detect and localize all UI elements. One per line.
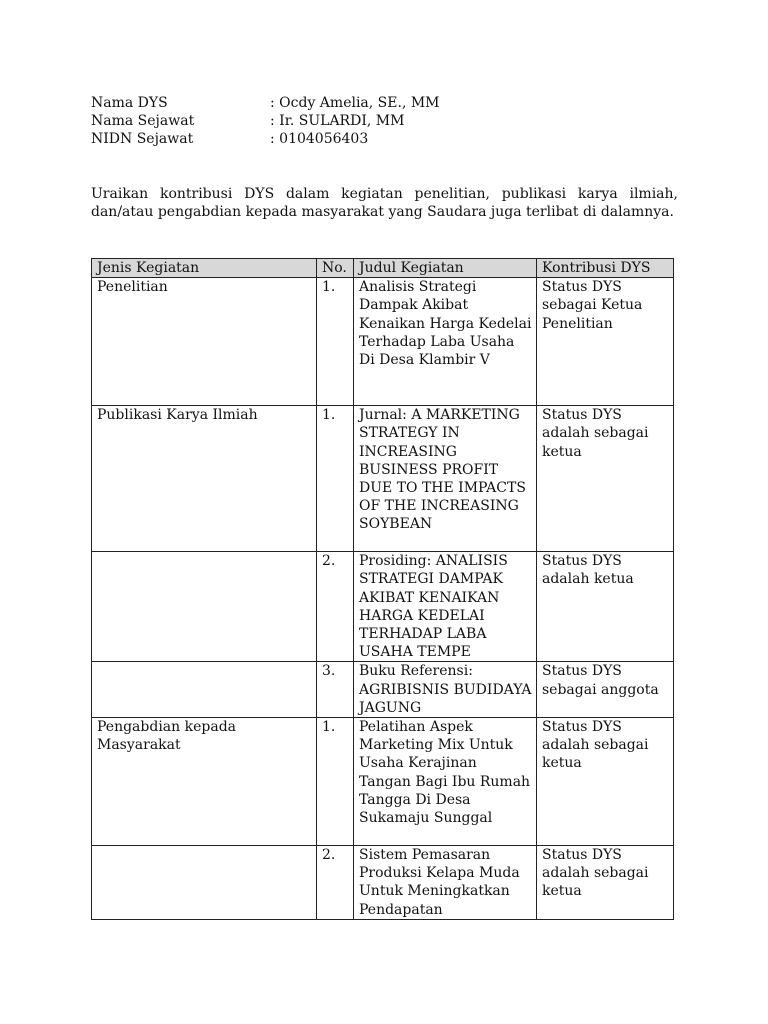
table-row <box>92 552 674 662</box>
info-label: Nama DYS <box>91 95 168 111</box>
cell-no: 1. <box>317 278 354 406</box>
cell-kontribusi: Status DYS adalah ketua <box>537 552 674 662</box>
cell-judul: Jurnal: A MARKETING STRATEGY IN INCREASING BUSINESS PROFIT DUE TO THE IMPACTS OF THE INCREASING SOYBEAN <box>354 406 537 552</box>
intro-paragraph: Uraikan kontribusi DYS dalam kegiatan penelitian, publikasi karya ilmiah, dan/atau pengabdian kepada masyarakat yang Saudara juga terlibat di dalamnya. <box>91 186 678 220</box>
cell-kontribusi: Status DYS adalah sebagai ketua <box>537 846 674 920</box>
cell-jenis <box>92 846 317 920</box>
cell-no: 1. <box>317 406 354 552</box>
header-jenis-kegiatan: Jenis Kegiatan <box>92 259 317 278</box>
cell-no: 3. <box>317 662 354 718</box>
header-no: No. <box>317 259 354 278</box>
cell-jenis: Pengabdian kepada Masyarakat <box>92 718 317 846</box>
table-row <box>92 662 674 718</box>
cell-no: 2. <box>317 846 354 920</box>
info-value: : Ocdy Amelia, SE., MM <box>270 95 440 111</box>
cell-judul: Buku Referensi: AGRIBISNIS BUDIDAYA JAGUNG <box>354 662 537 718</box>
cell-kontribusi: Status DYS sebagai anggota <box>537 662 674 718</box>
cell-jenis <box>92 552 317 662</box>
info-row-nama-sejawat <box>91 112 440 130</box>
cell-no: 1. <box>317 718 354 846</box>
table-row <box>92 278 674 406</box>
table-row <box>92 718 674 846</box>
header-kontribusi-dys: Kontribusi DYS <box>537 259 674 278</box>
info-label: NIDN Sejawat <box>91 131 194 147</box>
table-row <box>92 406 674 552</box>
cell-judul: Sistem Pemasaran Produksi Kelapa Muda Untuk Meningkatkan Pendapatan <box>354 846 537 920</box>
cell-no: 2. <box>317 552 354 662</box>
cell-kontribusi: Status DYS adalah sebagai ketua <box>537 406 674 552</box>
cell-jenis: Penelitian <box>92 278 317 406</box>
cell-kontribusi: Status DYS sebagai Ketua Penelitian <box>537 278 674 406</box>
cell-judul: Prosiding: ANALISIS STRATEGI DAMPAK AKIBAT KENAIKAN HARGA KEDELAI TERHADAP LABA USAHA TEMPE <box>354 552 537 662</box>
header-judul-kegiatan: Judul Kegiatan <box>354 259 537 278</box>
table-header-row <box>92 259 674 278</box>
table-row <box>92 846 674 920</box>
cell-judul: Pelatihan Aspek Marketing Mix Untuk Usaha Kerajinan Tangan Bagi Ibu Rumah Tangga Di Desa Sukamaju Sunggal <box>354 718 537 846</box>
cell-kontribusi: Status DYS adalah sebagai ketua <box>537 718 674 846</box>
identity-block <box>91 94 440 148</box>
info-row-nidn-sejawat <box>91 130 440 148</box>
info-label: Nama Sejawat <box>91 113 195 129</box>
cell-judul: Analisis Strategi Dampak Akibat Kenaikan Harga Kedelai Terhadap Laba Usaha Di Desa Klambir V <box>354 278 537 406</box>
contribution-table <box>91 258 674 920</box>
cell-jenis <box>92 662 317 718</box>
info-value: : 0104056403 <box>270 131 369 147</box>
cell-jenis: Publikasi Karya Ilmiah <box>92 406 317 552</box>
info-value: : Ir. SULARDI, MM <box>270 113 405 129</box>
info-row-nama-dys <box>91 94 440 112</box>
